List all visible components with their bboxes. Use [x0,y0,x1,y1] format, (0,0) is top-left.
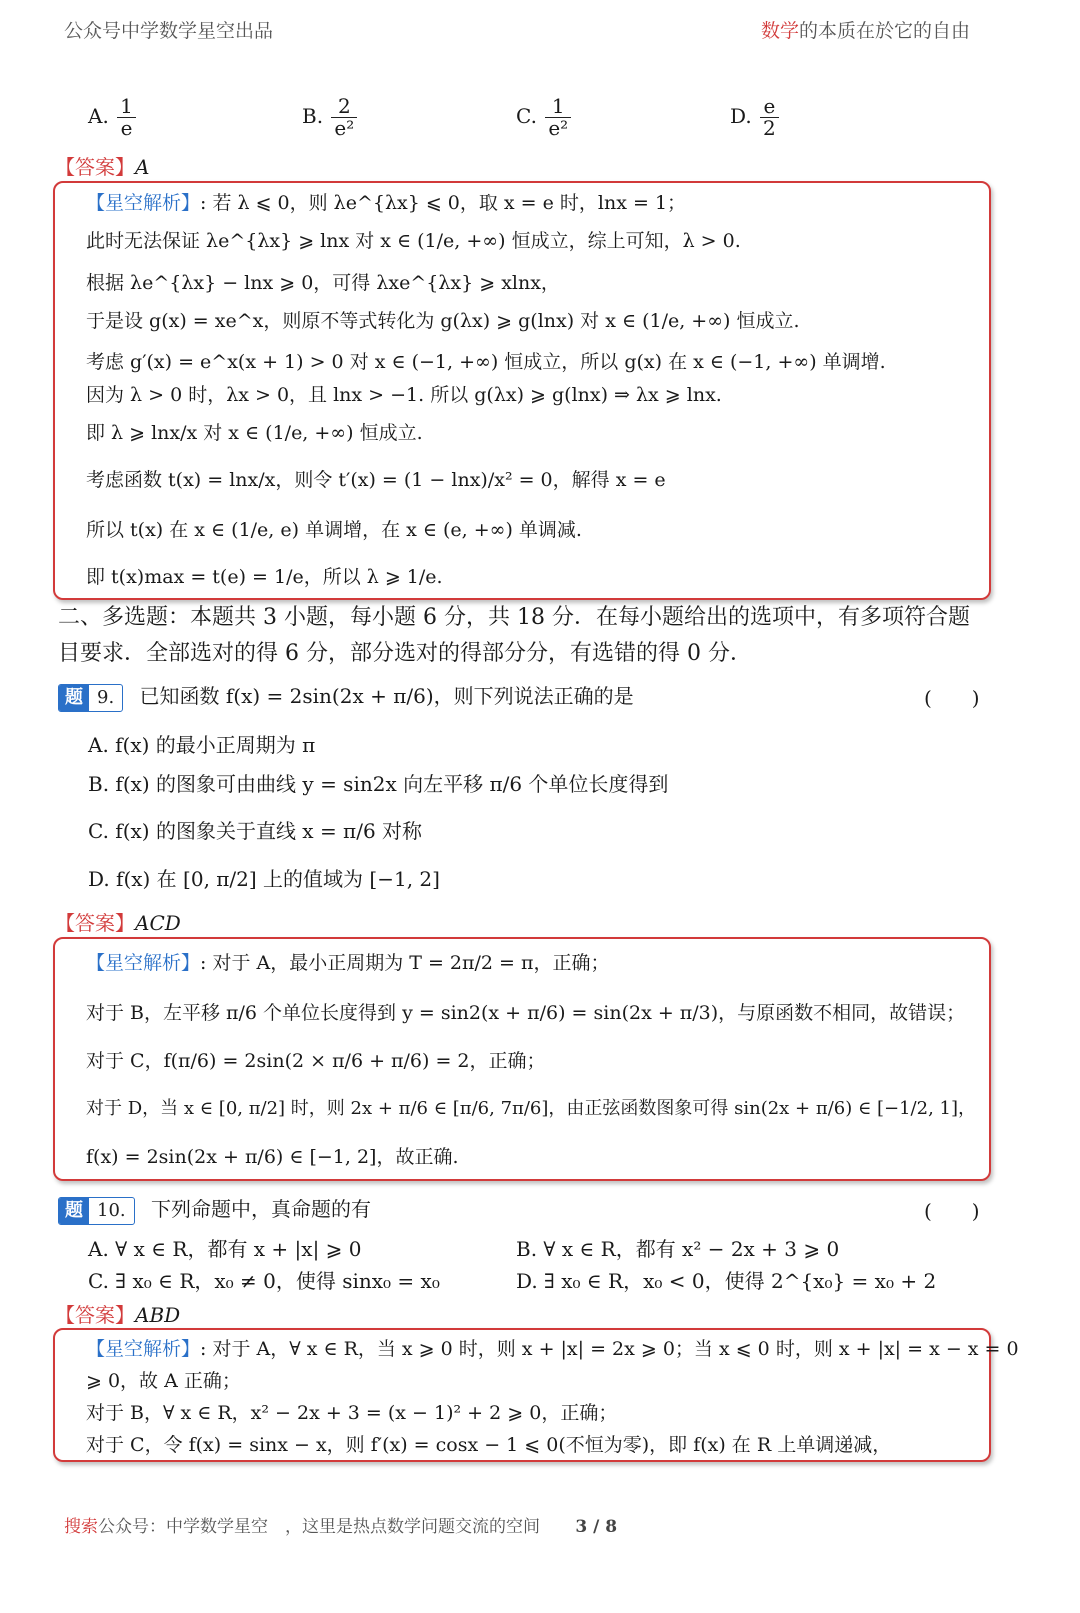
q10-option-b: B. ∀ x ∈ R，都有 x² − 2x + 3 ⩾ 0 [516,1237,840,1261]
question-text: 已知函数 f(x) = 2sin(2x + π/6)，则下列说法正确的是 [139,684,634,708]
answer-tag: 【答案】 [55,911,135,935]
answer-value: ACD [135,911,181,935]
q9-option-d: D. f(x) 在 [0, π/2] 上的值域为 [−1, 2] [88,867,440,891]
answer-value: A [135,155,150,179]
option-fraction: $\frac{1}{\text{e²}}$ [545,96,571,139]
q8-analysis-line-4: 于是设 g(x) = xe^x，则原不等式转化为 g(λx) ⩾ g(lnx) 对 x ∈ (1/e, +∞) 恒成立. [86,310,800,332]
analysis-tag: 【星空解析】 [86,952,201,974]
q8-analysis-line-10: 即 t(x)max = t(e) = 1/e，所以 λ ⩾ 1/e. [86,566,443,588]
q10-stem [58,1193,371,1225]
footer [64,1512,617,1537]
q9-option-a: A. f(x) 的最小正周期为 π [88,733,316,757]
q9-analysis-line-2: 对于 B，左平移 π/6 个单位长度得到 y = sin2(x + π/6) = sin(2x + π/3)，与原函数不相同，故错误； [86,1002,966,1024]
q10-analysis-line-4: 对于 C，令 f(x) = sinx − x，则 f′(x) = cosx − 1 ⩽ 0(不恒为零)，即 f(x) 在 R 上单调递减， [86,1434,892,1456]
footer-text: 公众号：中学数学星空 ，这里是热点数学问题交流的空间 [98,1517,540,1537]
q10-analysis-line-2: ⩾ 0，故 A 正确； [86,1370,241,1392]
q9-analysis-line-1: 【星空解析】: 对于 A，最小正周期为 T = 2π/2 = π，正确； [86,952,610,974]
footer-red: 搜索 [64,1517,98,1537]
q10-option-c: C. ∃ x₀ ∈ R，x₀ ≠ 0，使得 sinx₀ = x₀ [88,1269,440,1293]
q10-answer [55,1299,180,1328]
q10-analysis-line-1: 【星空解析】: 对于 A，∀ x ∈ R，当 x ⩾ 0 时，则 x + |x| = 2x ⩾ 0；当 x ⩽ 0 时，则 x + |x| = x − x = 0 [86,1338,1019,1360]
answer-value: ABD [135,1303,181,1327]
q8-analysis-line-5: 考虑 g′(x) = e^x(x + 1) > 0 对 x ∈ (−1, +∞) 恒成立，所以 g(x) 在 x ∈ (−1, +∞) 单调增. [86,351,886,373]
q8-option-c [516,96,573,139]
question-number-badge: 题 9. [58,684,123,712]
q8-option-a [88,96,138,139]
option-label: C. [516,104,537,128]
header-right-red: 数学 [760,20,799,42]
q9-analysis-line-3: 对于 C，f(π/6) = 2sin(2 × π/6 + π/6) = 2，正确； [86,1050,546,1072]
analysis-tag: 【星空解析】 [86,192,201,214]
page-number: 3 / 8 [575,1517,618,1537]
option-label: D. [730,104,752,128]
q8-analysis-line-3: 根据 λe^{λx} − lnx ⩾ 0，可得 λxe^{λx} ⩾ xlnx， [86,272,560,294]
option-fraction: $\frac{1}{e}$ [117,96,136,139]
section2-text [58,600,988,672]
option-fraction: $\frac{e}{2}$ [760,96,779,139]
q9-stem [58,680,634,712]
option-label: B. [302,104,324,128]
header-left: 公众号中学数学星空出品 [64,20,274,42]
q9-option-b: B. f(x) 的图象可由曲线 y = sin2x 向左平移 π/6 个单位长度得到 [88,772,669,796]
question-text: 下列命题中，真命题的有 [151,1197,371,1221]
q8-analysis-line-1: 【星空解析】: 若 λ ⩽ 0，则 λe^{λx} ⩽ 0，取 x = e 时，lnx = 1； [86,192,687,214]
question-number-badge: 题 10. [58,1197,135,1225]
q9-analysis-line-5: f(x) = 2sin(2x + π/6) ∈ [−1, 2]，故正确. [86,1146,459,1168]
q9-answer [55,907,181,936]
q8-analysis-line-8: 考虑函数 t(x) = lnx/x，则令 t′(x) = (1 − lnx)/x² = 0，解得 x = e [86,469,666,491]
section2-line-2: 目要求．全部选对的得 6 分，部分选对的得部分分，有选错的得 0 分． [58,641,752,666]
q8-answer [55,151,149,180]
q10-option-d: D. ∃ x₀ ∈ R，x₀ < 0，使得 2^{x₀} = x₀ + 2 [516,1269,937,1293]
option-label: A. [88,104,109,128]
answer-tag: 【答案】 [55,155,135,179]
q8-analysis-line-9: 所以 t(x) 在 x ∈ (1/e, e) 单调增，在 x ∈ (e, +∞) 单调减. [86,519,582,541]
header-right [761,16,970,43]
q9-option-c: C. f(x) 的图象关于直线 x = π/6 对称 [88,819,423,843]
q8-analysis-line-6: 因为 λ > 0 时，λx > 0，且 lnx > −1. 所以 g(λx) ⩾ g(lnx) ⇒ λx ⩾ lnx. [86,384,722,406]
q8-analysis-line-2: 此时无法保证 λe^{λx} ⩾ lnx 对 x ∈ (1/e, +∞) 恒成立，综上可知，λ > 0. [86,230,741,252]
q8-option-d [730,96,781,139]
q10-analysis-line-3: 对于 B，∀ x ∈ R，x² − 2x + 3 = (x − 1)² + 2 ⩾ 0，正确； [86,1402,618,1424]
section2-line-1: 二、多选题：本题共 3 小题，每小题 6 分，共 18 分．在每小题给出的选项中，有多项符合题 [58,605,970,630]
q8-analysis-line-7: 即 λ ⩾ lnx/x 对 x ∈ (1/e, +∞) 恒成立. [86,422,423,444]
q9-analysis-line-4: 对于 D，当 x ∈ [0, π/2] 时，则 2x + π/6 ∈ [π/6, 7π/6]，由正弦函数图象可得 sin(2x + π/6) ∈ [−1/2, 1]， [86,1098,976,1119]
q10-option-a: A. ∀ x ∈ R，都有 x + |x| ⩾ 0 [88,1237,362,1261]
option-fraction: $\frac{2}{\text{e²}}$ [331,96,357,139]
q10-answer-paren: ( ) [924,1199,980,1223]
answer-tag: 【答案】 [55,1303,135,1327]
analysis-tag: 【星空解析】 [86,1338,201,1360]
q9-answer-paren: ( ) [924,686,980,710]
header-right-rest: 的本质在於它的自由 [798,20,970,42]
q8-option-b [302,96,359,139]
